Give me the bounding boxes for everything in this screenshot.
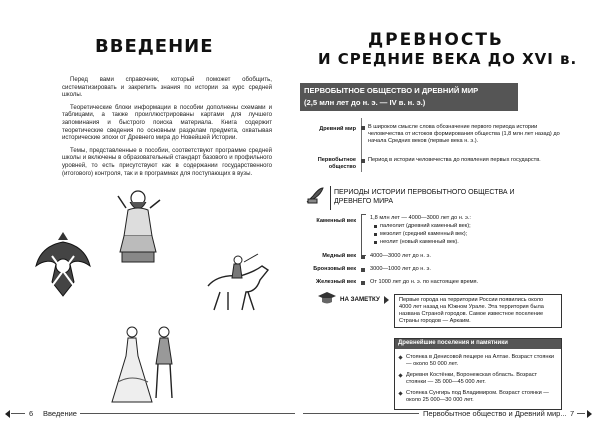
graduation-cap-icon	[317, 291, 337, 305]
left-footer-title: Введение	[43, 409, 77, 418]
settlement-item-2: Деревня Костёнки, Воронежская область. Возраст стоянки — 35 000—45 000 лет.	[406, 372, 538, 385]
def-marker-1	[361, 126, 365, 130]
period-bronze-marker	[361, 268, 365, 272]
left-page-number: 6	[29, 409, 34, 418]
intro-paragraph-1: Перед вами справочник, который поможет обобщить, систематизировать и закрепить знания по истории за курс средней школы.	[62, 76, 272, 99]
periods-title-rule	[330, 186, 331, 210]
bullet-icon	[374, 233, 377, 236]
section-header-line2: (2,5 млн лет до н. э. — IV в. н. э.)	[304, 98, 426, 107]
left-arrow-icon	[5, 410, 10, 418]
note-label-arrow	[384, 296, 389, 304]
right-footer-rule	[303, 413, 419, 414]
imperial-eagle-illustration	[32, 226, 94, 302]
right-footer-title: Первобытное общество и Древний мир...	[423, 409, 567, 418]
def-text-primitive: Период в истории человечества до появления первых государств.	[368, 157, 541, 163]
def-marker-2	[361, 159, 365, 163]
section-header-line1: ПЕРВОБЫТНОЕ ОБЩЕСТВО И ДРЕВНИЙ МИР	[304, 86, 479, 95]
period-stone-age: Каменный век	[316, 218, 356, 224]
intro-paragraph-3: Темы, представленные в пособии, соответствуют программе средней школы и включены в образовательный стандарт базового и профильного уровней, то есть присутствуют как в содержании государственного (итогового) контроля, так и в программах для поступающих в вузы.	[62, 146, 272, 177]
right-arrow-icon	[587, 410, 592, 418]
intro-text	[62, 76, 272, 182]
def-text-ancient: В широком смысле слова обозначение первого периода истории человечества от истоков формирования общества (1,8 млн лет назад) до начала Средних веков (первые века н. э.).	[368, 124, 560, 144]
period-bronze-age: Бронзовый век	[313, 266, 356, 272]
left-page-title: ВВЕДЕНИЕ	[95, 36, 214, 57]
def-term-primitive: Первобытное общество	[317, 157, 356, 170]
period-bronze-line: 3000—1000 лет до н. э.	[370, 266, 431, 272]
noble-couple-illustration	[108, 322, 188, 408]
period-stone-bracket	[361, 214, 366, 256]
period-stone-line-2: палеолит (древний каменный век);	[380, 223, 471, 229]
period-copper-line: 4000—3000 лет до н. э.	[370, 253, 431, 259]
periods-title: ПЕРИОДЫ ИСТОРИИ ПЕРВОБЫТНОГО ОБЩЕСТВА И ДРЕВНЕГО МИРА	[334, 189, 515, 205]
period-stone-line-3: мезолит (средний каменный век);	[380, 231, 468, 237]
period-iron-marker	[361, 281, 365, 285]
period-copper-marker	[361, 255, 365, 259]
note-text: Первые города на территории России появились около 4000 лет назад на Южном Урале. Эта территория была названа Страной городов. Самое известное поселение Страны городов — Аркаим.	[394, 294, 562, 328]
horse-rider-illustration	[198, 252, 278, 314]
def-term-ancient: Древний мир	[319, 126, 356, 132]
note-label: НА ЗАМЕТКУ	[340, 296, 380, 303]
settlement-item-3: Стоянка Сунгирь под Владимиром. Возраст стоянки — около 25 000—30 000 лет.	[406, 390, 549, 403]
period-stone-line-1: 1,8 млн лет — 4000—3000 лет до н. э.:	[370, 215, 471, 221]
right-title-line2: И СРЕДНИЕ ВЕКА ДО XVI в.	[318, 50, 578, 68]
period-iron-age: Железный век	[316, 279, 356, 285]
feather-icon	[305, 186, 325, 204]
right-footer	[303, 408, 595, 420]
right-footer-rule-2	[577, 413, 585, 414]
period-iron-line: От 1000 лет до н. э. по настоящее время.	[370, 279, 479, 285]
left-footer-rule-2	[80, 413, 295, 414]
left-footer	[5, 408, 297, 420]
period-stone-line-4: неолит (новый каменный век).	[380, 239, 459, 245]
ancient-sage-illustration	[108, 186, 168, 266]
right-page-number: 7	[570, 409, 575, 418]
bullet-icon	[374, 225, 377, 228]
period-copper-age: Медный век	[322, 253, 356, 259]
left-footer-rule	[11, 413, 25, 414]
right-title-line1: ДРЕВНОСТЬ	[368, 30, 504, 50]
bullet-icon	[374, 241, 377, 244]
intro-paragraph-2: Теоретические блоки информации в пособии дополнены схемами и таблицами, а также проиллюстрированы картами для лучшего запоминания и быстрого поиска материала. Книга содержит теоретические сведения по основным разделам предмета, охватывая исторические эпохи от Древнего мира до Новейшей Истории.	[62, 103, 272, 142]
settlement-item-1: Стоянка в Денисовой пещере на Алтае. Возраст стоянки — около 50 000 лет.	[406, 354, 555, 367]
settlements-title: Древнейшие поселения и памятники	[398, 340, 508, 346]
